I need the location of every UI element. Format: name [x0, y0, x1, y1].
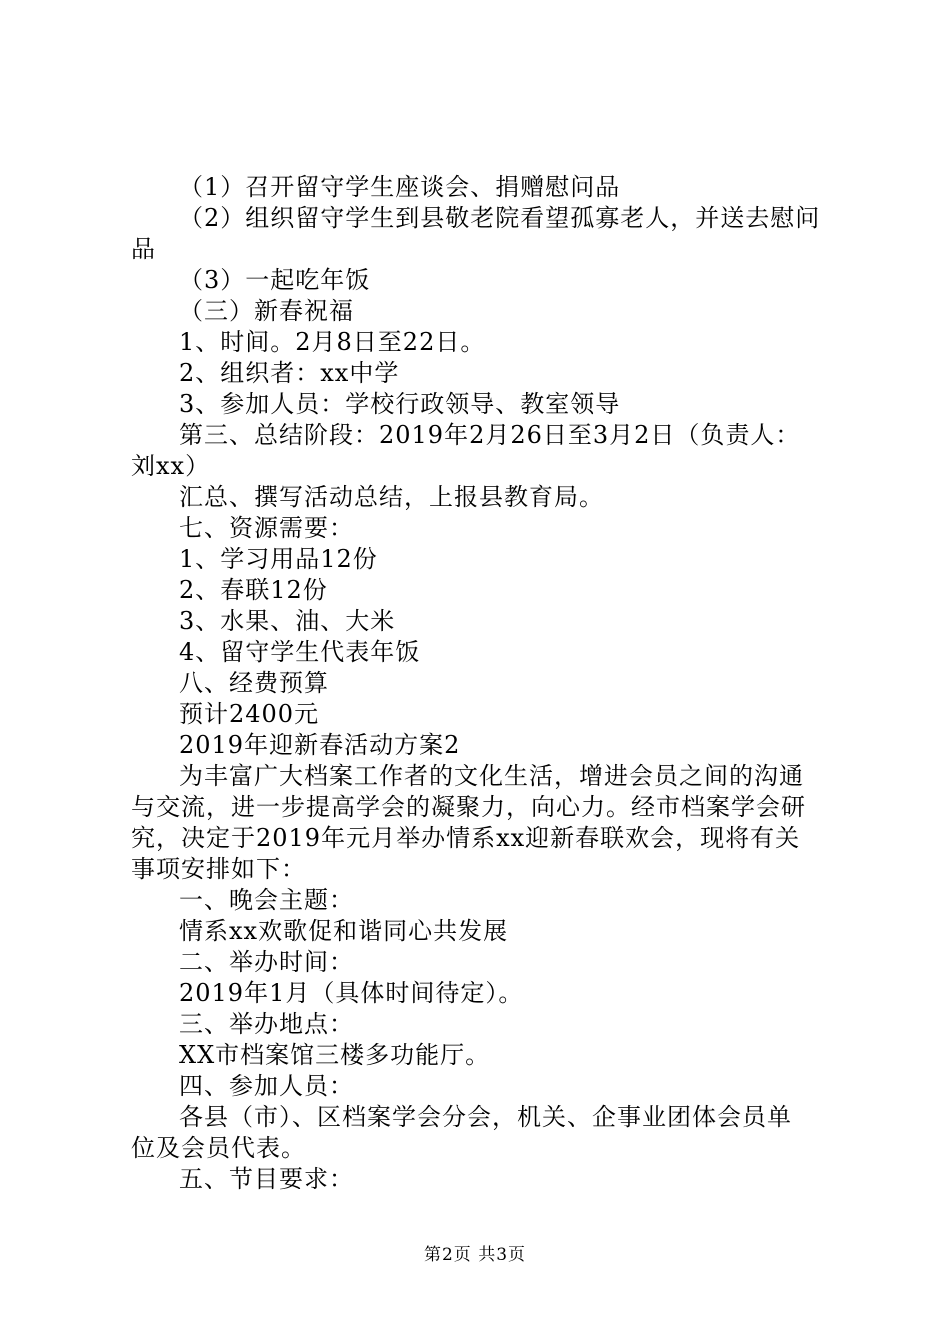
- body-line: 1、时间。2月8日至22日。: [179, 328, 486, 356]
- section-heading: 八、经费预算: [179, 669, 329, 697]
- body-line: 为丰富广大档案工作者的文化生活，增进会员之间的沟通: [179, 762, 804, 790]
- section-heading: （三）新春祝福: [179, 297, 354, 325]
- document-body: [131, 172, 831, 1195]
- section-heading: 五、节目要求：: [179, 1165, 354, 1193]
- section-heading: 一、晚会主题：: [179, 886, 354, 914]
- body-line: 各县（市）、区档案学会分会，机关、企事业团体会员单: [179, 1103, 792, 1131]
- body-line: 2019年1月（具体时间待定）。: [179, 979, 524, 1007]
- body-line: 2、组织者：xx中学: [179, 359, 400, 387]
- body-line: （3）一起吃年饭: [179, 266, 371, 294]
- body-line: 刘xx）: [131, 452, 211, 480]
- body-line: 位及会员代表。: [131, 1134, 306, 1162]
- body-line: 品: [131, 235, 156, 263]
- body-line: 3、参加人员：学校行政领导、教室领导: [179, 390, 621, 418]
- page-footer: 第2页 共3页: [423, 1245, 527, 1265]
- body-line: 4、留守学生代表年饭: [179, 638, 421, 666]
- document-title: 2019年迎新春活动方案2: [179, 731, 461, 759]
- body-line: 汇总、撰写活动总结，上报县教育局。: [179, 483, 604, 511]
- section-heading: 四、参加人员：: [179, 1072, 354, 1100]
- section-heading: 第三、总结阶段：2019年2月26日至3月2日（负责人：: [179, 421, 801, 449]
- body-line: （1）召开留守学生座谈会、捐赠慰问品: [179, 173, 621, 201]
- section-heading: 三、举办地点：: [179, 1010, 354, 1038]
- body-line: （2）组织留守学生到县敬老院看望孤寡老人，并送去慰问: [179, 204, 821, 232]
- body-line: 2、春联12份: [179, 576, 328, 604]
- body-line: 3、水果、油、大米: [179, 607, 396, 635]
- body-line: 预计2400元: [179, 700, 320, 728]
- body-line: 与交流，进一步提高学会的凝聚力，向心力。经市档案学会研: [131, 793, 806, 821]
- body-line: 事项安排如下：: [131, 855, 306, 883]
- section-heading: 七、资源需要：: [179, 514, 354, 542]
- body-line: 情系xx欢歌促和谐同心共发展: [179, 917, 509, 945]
- section-heading: 二、举办时间：: [179, 948, 354, 976]
- body-line: 1、学习用品12份: [179, 545, 378, 573]
- body-line: 究，决定于2019年元月举办情系xx迎新春联欢会，现将有关: [131, 824, 801, 852]
- body-line: XX市档案馆三楼多功能厅。: [179, 1041, 491, 1069]
